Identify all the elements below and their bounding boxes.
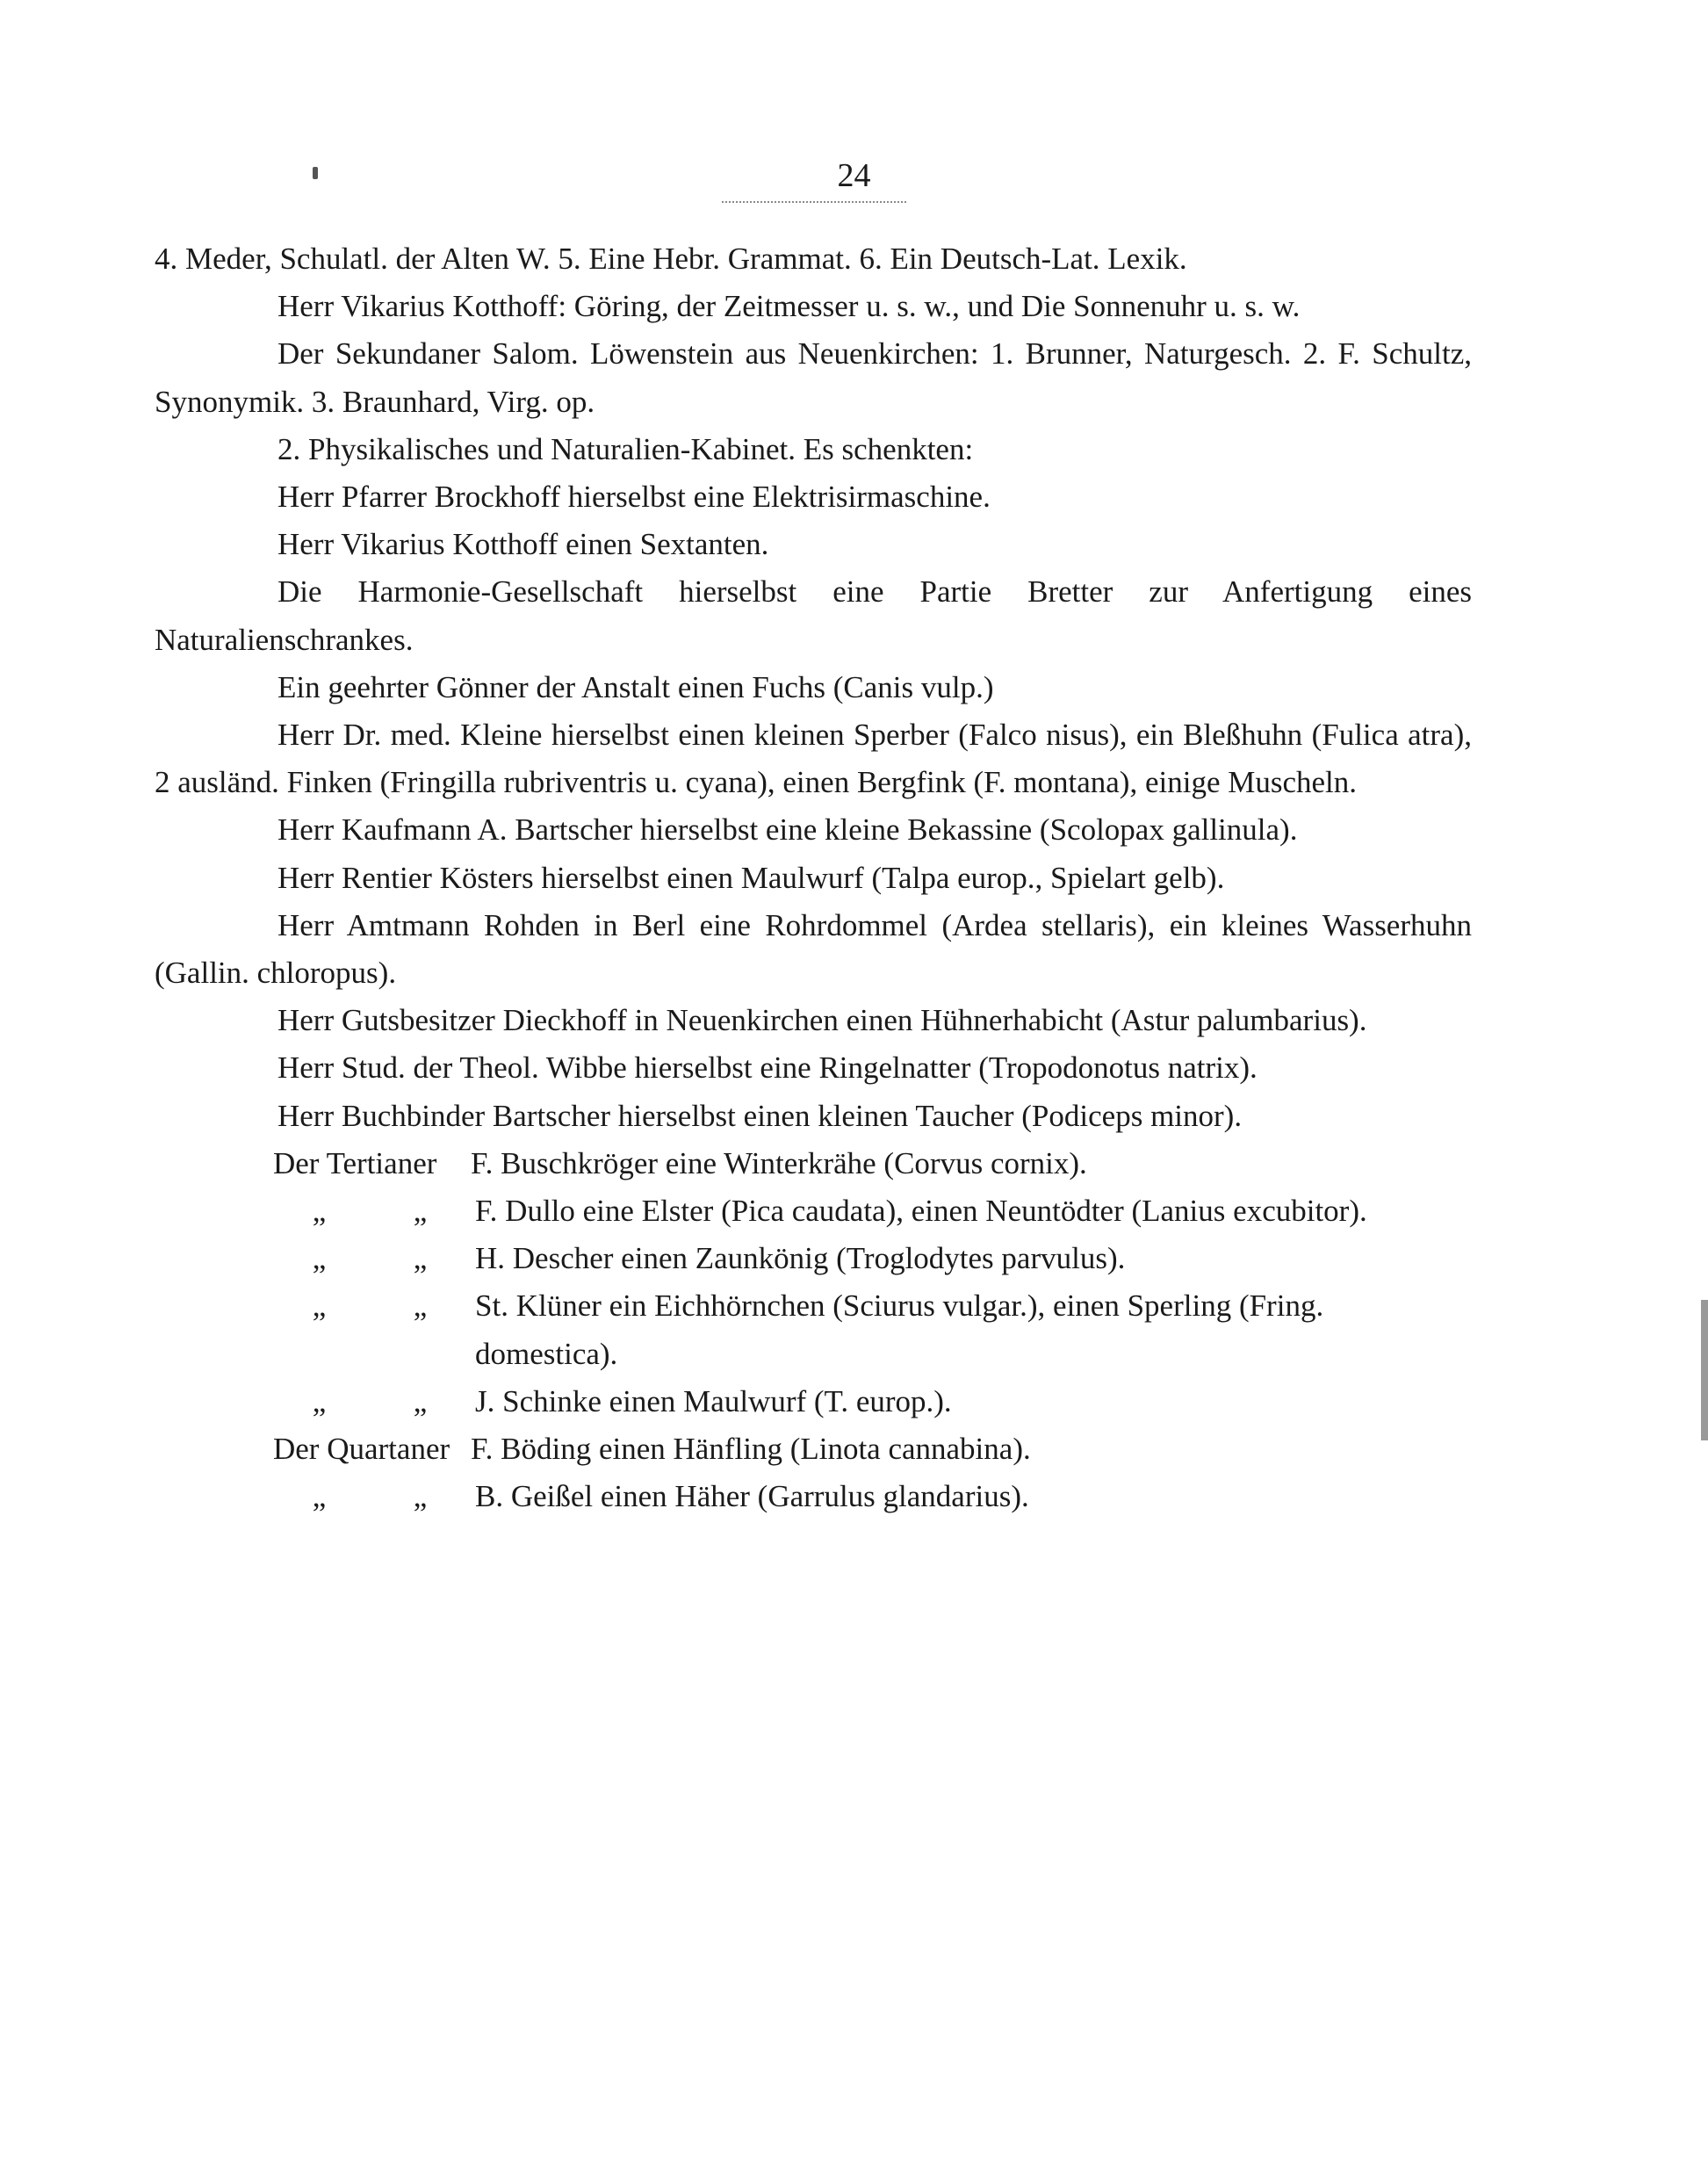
- ditto-mark: „: [413, 1241, 428, 1276]
- donation-wibbe: Herr Stud. der Theol. Wibbe hierselbst eine Ringelnatter (Tropodonotus natrix).: [277, 1050, 1258, 1086]
- donation-bartscher-buchbinder: Herr Buchbinder Bartscher hierselbst einen kleinen Taucher (Podiceps minor).: [277, 1098, 1243, 1133]
- donation-bartscher-kaufmann: Herr Kaufmann A. Bartscher hierselbst eine kleine Bekassine (Scolopax gallinula).: [277, 812, 1298, 848]
- ditto-mark: „: [413, 1479, 428, 1514]
- donation-koesters: Herr Rentier Kösters hierselbst einen Maulwurf (Talpa europ., Spielart gelb).: [277, 860, 1225, 895]
- student-donation-text: St. Klüner ein Eichhörnchen (Sciurus vulgar.), einen Sperling (Fring. domestica).: [475, 1288, 1324, 1371]
- student-donation-text: J. Schinke einen Maulwurf (T. europ.).: [475, 1383, 952, 1418]
- page-body: [155, 235, 1472, 1520]
- donation-dieckhoff: Herr Gutsbesitzer Dieckhoff in Neuenkirchen einen Hühnerhabicht (Astur palumbarius).: [277, 1003, 1367, 1038]
- student-class-label: Der Tertianer: [273, 1145, 437, 1180]
- donation-goenner: Ein geehrter Gönner der Anstalt einen Fuchs (Canis vulp.): [277, 669, 994, 704]
- donation-kotthoff-books: Herr Vikarius Kotthoff: Göring, der Zeitmesser u. s. w., und Die Sonnenuhr u. s. w.: [277, 289, 1301, 324]
- donation-brockhoff: Herr Pfarrer Brockhoff hierselbst eine Elektrisirmaschine.: [277, 480, 991, 515]
- ditto-mark: „: [312, 1479, 327, 1514]
- student-class-label: Der Quartaner: [273, 1432, 450, 1467]
- student-donation-text: F. Dullo eine Elster (Pica caudata), einen Neuntödter (Lanius excubitor).: [475, 1194, 1367, 1229]
- donation-loewenstein: Der Sekundaner Salom. Löwenstein aus Neuenkirchen: 1. Brunner, Naturgesch. 2. F. Schultz, Synonymik. 3. Braunhard, Virg. op.: [155, 336, 1472, 419]
- donation-kotthoff-sextant: Herr Vikarius Kotthoff einen Sextanten.: [277, 527, 769, 562]
- student-donation-row: [155, 1235, 1472, 1282]
- donation-book-list: 4. Meder, Schulatl. der Alten W. 5. Eine Hebr. Grammat. 6. Ein Deutsch-Lat. Lexik.: [155, 242, 1187, 276]
- donation-rohden: Herr Amtmann Rohden in Berl eine Rohrdommel (Ardea stellaris), ein kleines Wasserhuhn (Gallin. chloropus).: [155, 907, 1472, 991]
- donation-kleine: Herr Dr. med. Kleine hierselbst einen kleinen Sperber (Falco nisus), ein Bleßhuhn (Fulica atra), 2 ausländ. Finken (Fringilla rubriventris u. cyana), einen Bergfink (F. montana), einige Muscheln.: [155, 718, 1472, 800]
- scan-edge-mark: [1701, 1300, 1708, 1440]
- student-donation-row: [155, 1187, 1472, 1235]
- student-donation-row: [155, 1282, 1472, 1377]
- ditto-mark: „: [413, 1288, 428, 1324]
- student-donation-row: [155, 1425, 1472, 1473]
- ditto-mark: „: [312, 1241, 327, 1276]
- page-number: 24: [837, 157, 871, 194]
- ditto-mark: „: [413, 1383, 428, 1418]
- student-donation-text: F. Buschkröger eine Winterkrähe (Corvus cornix).: [471, 1145, 1087, 1180]
- student-donation-row: [155, 1140, 1472, 1187]
- ditto-mark: „: [312, 1194, 327, 1229]
- section-heading-kabinet: 2. Physikalisches und Naturalien-Kabinet. Es schenkten:: [277, 431, 974, 466]
- ditto-mark: „: [413, 1194, 428, 1229]
- student-donation-row: [155, 1473, 1472, 1520]
- ditto-mark: „: [312, 1383, 327, 1418]
- ditto-mark: „: [312, 1288, 327, 1324]
- student-donation-text: F. Böding einen Hänfling (Linota cannabina).: [471, 1432, 1031, 1467]
- student-donation-row: [155, 1378, 1472, 1425]
- student-donation-text: H. Descher einen Zaunkönig (Troglodytes parvulus).: [475, 1241, 1126, 1276]
- page-number-rule: [722, 201, 906, 203]
- student-donation-text: B. Geißel einen Häher (Garrulus glandarius).: [475, 1479, 1029, 1514]
- donation-harmonie: Die Harmonie-Gesellschaft hierselbst eine Partie Bretter zur Anfertigung eines Naturalienschrankes.: [155, 574, 1472, 657]
